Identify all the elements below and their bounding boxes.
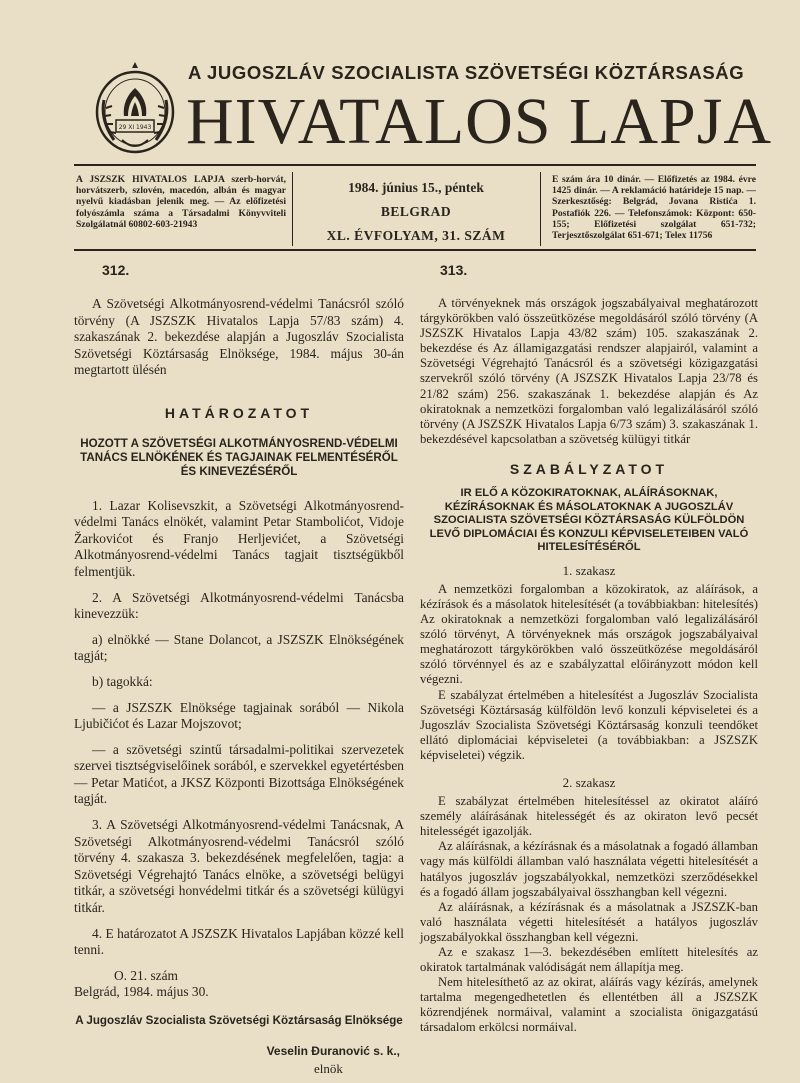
article-intro: A törvényeknek más országok jogszabályaival meghatározott tárgykörökben való összeütközése megoldásáról szóló törvény (A JSZSZK Hivatalos Lapja 43/82 szám) 105. szakaszának 2. bekezdése és Az államigazgatási rendszer alapjairól, valamint a Szövetségi Végrehajtó Tanácsról és a szövetségi közigazgatási szervekről szóló törvény (A JSZSZK Hivatalos Lapja 23/78 és 21/82 szám) 256. szakaszának 1. bekezdése alapján és Az okiratoknak a nemzetközi forgalomban való legalizálásáról szóló törvény (A JSZSZK Hivatalos Lapja 6/73 szám) 3. szakaszának 1. bekezdésével kapcsolatban a szövetség külügyi titkár	[420, 296, 758, 446]
section-title: 1. szakasz	[562, 562, 616, 578]
paragraph: Az aláírásnak, a kézírásnak és a másolatnak a JSZSZK-ban való használata végetti hitelesítését a hatályos jugoszláv jogszabályokkal összhangban kell végezni.	[420, 899, 758, 944]
paragraph: A nemzetközi forgalomban a közokiratok, az aláírások, a kézírások és a másolatok hitelesítését (a továbbiakban: hitelesítés) Az okiratoknak a nemzetközi forgalomban való legalizálásáról szóló törvényt, A törvényeknek más országok jogszabályaival meghatározott tárgykörökben való összeütközése megoldásáról szóló törvénnyel és az e szabályzattal előirányzott módon kell végezni.	[420, 581, 758, 687]
article-number: 312.	[102, 262, 130, 278]
paragraph: Nem hitelesíthető az az okirat, aláírás vagy kézírás, amelynek tartalma megengedhetetlen és ellentétben áll a JSZSZK közrendjének normáival, valamint a szocialista önigazgatású társadalom erkölcsi normáival.	[420, 975, 758, 1035]
paragraph: Az aláírásnak, a kézírásnak és a másolatnak a fogadó államban vagy más külföldi államban való használata végetti hitelesítését a hatályos jugoszláv jogszabályokkal, nemzetközi szerződésekkel és a fogadó állam jogszabályaival összhangban kell végezni.	[420, 839, 758, 899]
place-and-date: Belgrád, 1984. május 30.	[74, 984, 209, 1000]
signer-name: Veselin Đuranović s. k.,	[266, 1044, 400, 1059]
publication-subtitle: A JUGOSZLÁV SZOCIALISTA SZÖVETSÉGI KÖZTÁRSASÁG	[188, 62, 745, 83]
paragraph: — a JSZSZK Elnöksége tagjainak sorából — Nikola Ljubičićot és Lazar Mojszovot;	[74, 699, 404, 732]
issue-date: 1984. június 15., péntek	[348, 180, 484, 195]
paragraph: — a szövetségi szintű társadalmi-politikai szervezetek szervei tisztségviselőinek sorából, e szervekkel egyetértésben — Petar Matićot, a JKSZ Központi Bizottsága Elnökségének tagját.	[74, 741, 404, 807]
paragraph: 2. A Szövetségi Alkotmányosrend-védelmi Tanácsba kinevezzük:	[74, 589, 404, 622]
header-separator	[540, 172, 541, 246]
svg-text:29 XI 1943: 29 XI 1943	[118, 124, 152, 131]
paragraph: Az e szakasz 1—3. bekezdésében említett hitelesítés az okiratok tartalmának valódiságát nem állapítja meg.	[420, 944, 758, 975]
paragraph: E szabályzat értelmében a hitelesítést a Jugoszláv Szocialista Szövetségi Köztársaság külföldön levő konzuli képviseletei és a Jugoszláv Szocialista Szövetségi Köztársaság konzuli teendőket ellátó diplomáciai képviseletei (a továbbiakban: a JSZSZK képviseletei) végzik.	[420, 687, 758, 762]
issue-info-box	[300, 174, 532, 244]
left-column	[74, 262, 404, 1077]
paragraph: b) tagokká:	[92, 673, 153, 689]
signing-body: A Jugoszláv Szocialista Szövetségi Köztársaság Elnöksége	[75, 1014, 403, 1028]
price-contact-box: E szám ára 10 dinár. — Előfizetés az 1984. évre 1425 dinár. — A reklamáció határideje 15 nap. — Szerkesztőség: Belgrád, Jovana Ristića 1. Postafiók 226. — Telefonszámok: Központ: 650-155; Előfizetési szolgálat 651-732; Terjesztőszolgálat 651-671; Telex 11756	[552, 174, 756, 242]
header-separator	[292, 172, 293, 246]
state-emblem-icon	[92, 60, 178, 158]
paragraph: 1. Lazar Kolisevszkit, a Szövetségi Alkotmányosrend-védelmi Tanács elnökét, valamint Petar Stambolićot, Vidoje Žarkovićot és Franjo Herljevićet, a Szövetségi Alkotmányosrend-védelmi Tanács tagjait tisztségükből felmentjük.	[74, 497, 404, 579]
header-rule-bottom	[74, 249, 756, 251]
article-intro: A Szövetségi Alkotmányosrend-védelmi Tanácsról szóló törvény (A JSZSZK Hivatalos Lapja 57/83 szám) 4. szakaszának 2. bekezdése alapján a Jugoszláv Szocialista Szövetségi Köztársaság Elnöksége, 1984. május 30-án megtartott ülésén	[74, 296, 404, 378]
article-subheading: HOZOTT A SZÖVETSÉGI ALKOTMÁNYOSREND-VÉDELMI TANÁCS ELNÖKÉNEK ÉS TAGJAINAK FELMENTÉSÉRŐL ÉS KINEVEZÉSÉRŐL	[80, 436, 398, 479]
right-column	[420, 262, 758, 1036]
paragraph: 3. A Szövetségi Alkotmányosrend-védelmi Tanácsnak, A Szövetségi Alkotmányosrend-védelmi Tanácsról szóló törvény 4. szakasza 3. bekezdésének megfelelően, tagja: a Szövetségi Végrehajtó Tanács elnöke, a szövetségi belügyi titkár, a szövetségi honvédelmi titkár és a szövetségi külügyi titkár.	[74, 817, 404, 916]
publication-title: HIVATALOS LAPJA	[186, 85, 773, 158]
issue-city: BELGRAD	[380, 204, 452, 219]
paragraph: a) elnökké — Stane Dolancot, a JSZSZK Elnökségének tagját;	[74, 631, 404, 664]
document-reference: O. 21. szám	[114, 967, 178, 983]
article-heading: SZABÁLYZATOT	[509, 460, 669, 477]
article-number: 313.	[440, 262, 468, 278]
signer-role: elnök	[314, 1061, 343, 1077]
issue-volume: XL. ÉVFOLYAM, 31. SZÁM	[326, 228, 506, 243]
article-subheading: IR ELŐ A KÖZOKIRATOKNAK, ALÁÍRÁSOKNAK, KÉZÍRÁSOKNAK ÉS MÁSOLATOKNAK A JUGOSZLÁV SZOCIALISTA SZÖVETSÉGI KÖZTÁRSASÁG KÜLFÖLDÖN LEVŐ DIPLOMÁCIAI ÉS KONZULI KÉPVISELETEIBEN VALÓ HITELESÍTÉSÉRŐL	[429, 486, 749, 554]
paragraph: 4. E határozatot A JSZSZK Hivatalos Lapjában közzé kell tenni.	[74, 925, 404, 958]
article-heading: HATÁROZATOT	[164, 404, 314, 421]
paragraph: E szabályzat értelmében hitelesítéssel az okiratot aláíró személy aláírásának hitelességét és az okiraton levő pecsét hitelességét igazolják.	[420, 794, 758, 839]
publication-info-box: A JSZSZK HIVATALOS LAPJA szerb-horvát, horvátszerb, szlovén, macedón, albán és magyar nyelvű kiadásban jelenik meg. — Az előfizetési folyószámla száma a Társadalmi Könyvviteli Szolgálatnál 60802-603-21943	[76, 174, 286, 230]
section-title: 2. szakasz	[562, 775, 616, 791]
header-rule-top	[74, 164, 756, 166]
